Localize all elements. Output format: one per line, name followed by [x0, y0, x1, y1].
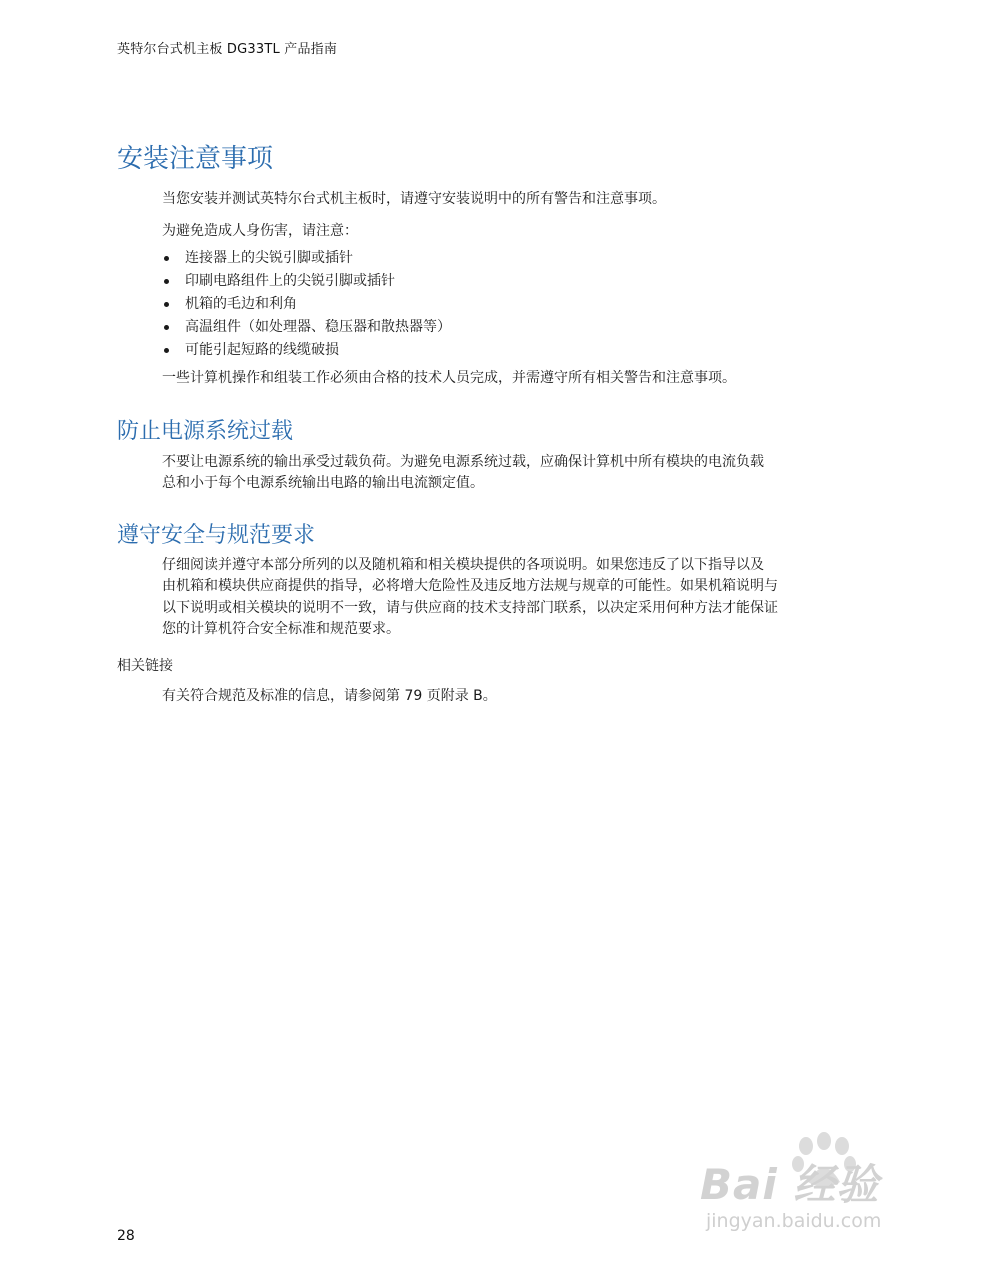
safety-line-3: 以下说明或相关模块的说明不一致，请与供应商的技术支持部门联系，以决定采用何种方法才能保证: [162, 600, 778, 616]
list-item: 高温组件（如处理器、稳压器和散热器等）: [162, 316, 451, 339]
list-item: 连接器上的尖锐引脚或插针: [162, 247, 451, 270]
safety-line-4: 您的计算机符合安全标准和规范要求。: [162, 621, 400, 637]
closing-paragraph: 一些计算机操作和组装工作必须由合格的技术人员完成，并需遵守所有相关警告和注意事项。: [162, 370, 736, 386]
heading-install-precautions: 安装注意事项: [117, 144, 274, 174]
bullet-icon: [164, 302, 169, 307]
power-overload-line-2: 总和小于每个电源系统输出电路的输出电流额定值。: [162, 475, 484, 491]
hazard-list: [162, 247, 451, 362]
list-item: 可能引起短路的线缆破损: [162, 339, 451, 362]
injury-lead-paragraph: 为避免造成人身伤害，请注意：: [162, 223, 358, 239]
heading-safety-compliance: 遵守安全与规范要求: [117, 523, 316, 548]
bullet-icon: [164, 279, 169, 284]
intro-paragraph: 当您安装并测试英特尔台式机主板时，请遵守安装说明中的所有警告和注意事项。: [162, 191, 666, 207]
baidu-jingyan-watermark: [700, 1130, 940, 1240]
safety-line-1: 仔细阅读并遵守本部分所列的以及随机箱和相关模块提供的各项说明。如果您违反了以下指导以及: [162, 557, 764, 573]
list-item: 印刷电路组件上的尖锐引脚或插针: [162, 270, 451, 293]
watermark-url: jingyan.baidu.com: [706, 1210, 882, 1232]
running-header: 英特尔台式机主板 DG33TL 产品指南: [117, 42, 338, 57]
watermark-logo-text: Bai 经验: [700, 1160, 880, 1209]
power-overload-line-1: 不要让电源系统的输出承受过载负荷。为避免电源系统过载，应确保计算机中所有模块的电流负载: [162, 454, 764, 470]
related-links-text: 有关符合规范及标准的信息，请参阅第 79 页附录 B。: [162, 688, 497, 704]
related-links-heading: 相关链接: [117, 658, 173, 674]
bullet-icon: [164, 348, 169, 353]
heading-power-overload: 防止电源系统过载: [117, 419, 294, 444]
bullet-icon: [164, 325, 169, 330]
safety-line-2: 由机箱和模块供应商提供的指导，必将增大危险性及违反地方法规与规章的可能性。如果机箱说明与: [162, 578, 778, 594]
page-number: 28: [117, 1228, 135, 1244]
bullet-icon: [164, 256, 169, 261]
list-item: 机箱的毛边和利角: [162, 293, 451, 316]
